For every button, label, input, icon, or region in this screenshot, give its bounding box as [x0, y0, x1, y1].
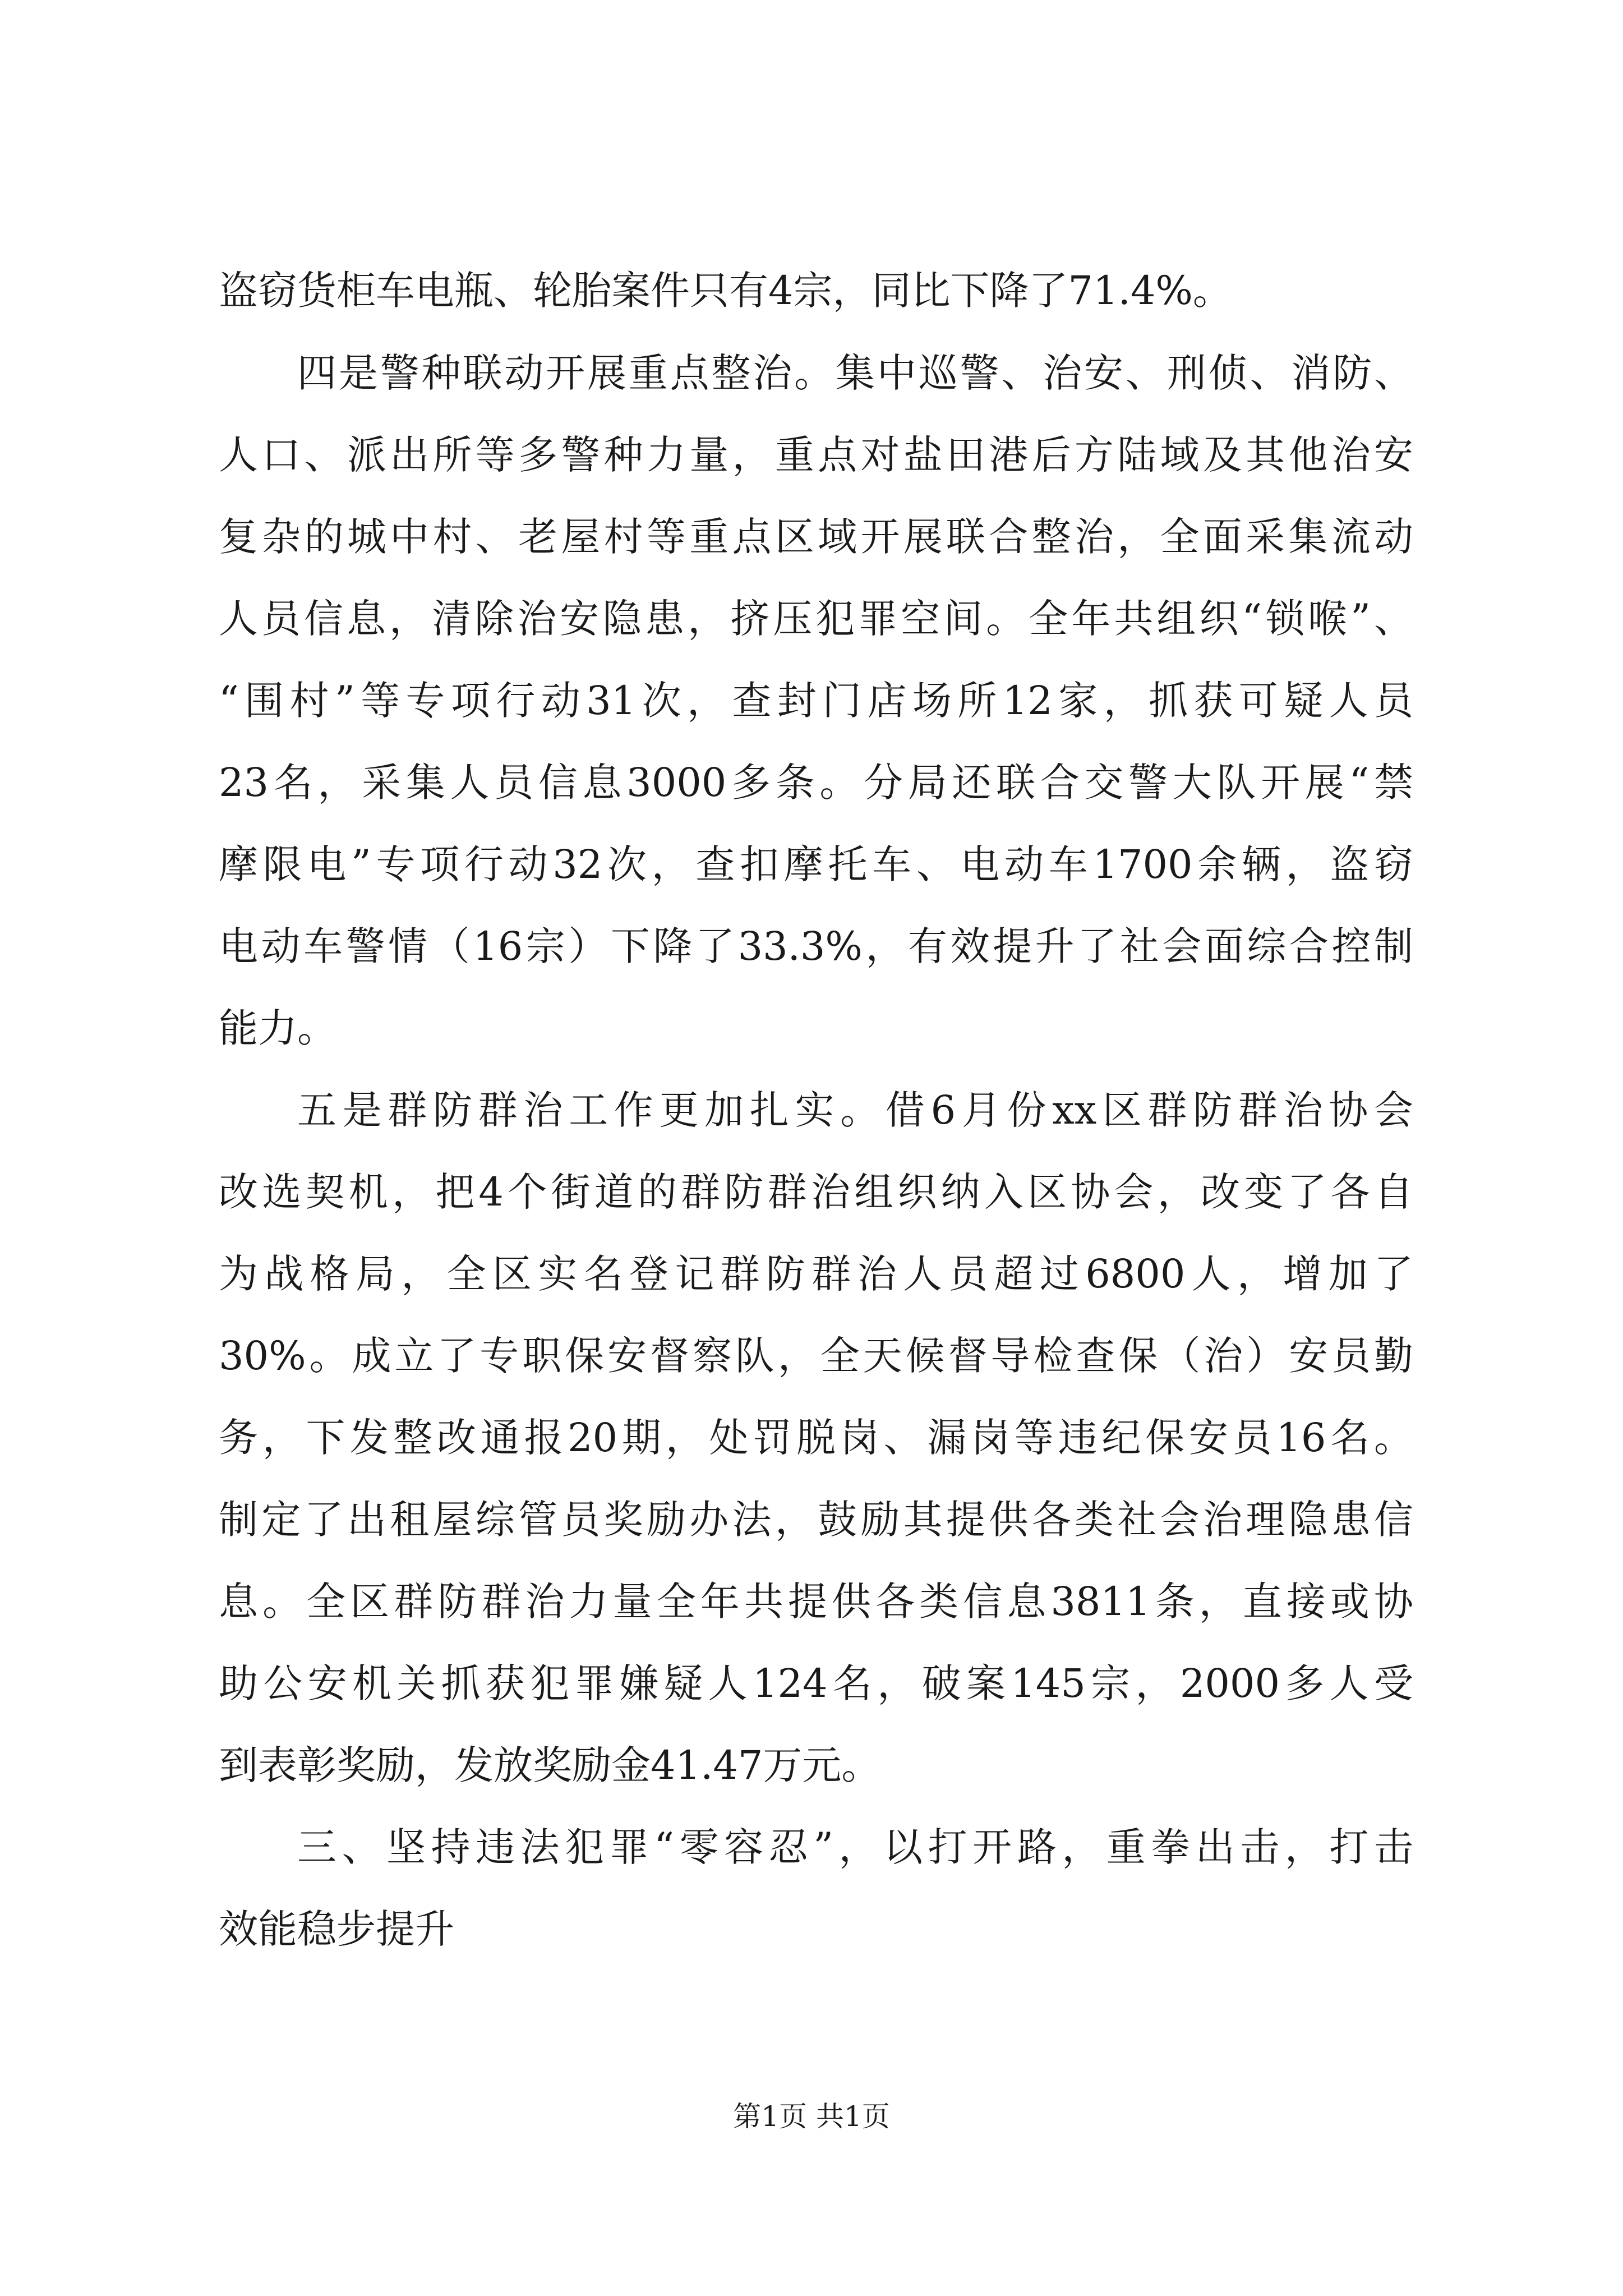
- section-heading-line: 三、坚持违法犯罪“零容忍”，以打开路，重拳出击，打击: [297, 1824, 1413, 1870]
- text-line: 摩限电”专项行动32次，查扣摩托车、电动车1700余辆，盗窃: [219, 841, 1413, 887]
- text-line: 助公安机关抓获犯罪嫌疑人124名，破案145宗，2000多人受: [219, 1660, 1413, 1706]
- text-line: 改选契机，把4个街道的群防群治组织纳入区协会，改变了各自: [219, 1169, 1413, 1215]
- text-line: 到表彰奖励，发放奖励金41.47万元。: [219, 1742, 881, 1788]
- text-line: 23名，采集人员信息3000多条。分局还联合交警大队开展“禁: [219, 760, 1413, 806]
- text-line: 息。全区群防群治力量全年共提供各类信息3811条，直接或协: [219, 1579, 1413, 1625]
- paragraph-first-line: 四是警种联动开展重点整治。集中巡警、治安、刑侦、消防、: [297, 350, 1413, 396]
- text-line: 电动车警情（16宗）下降了33.3%，有效提升了社会面综合控制: [219, 923, 1413, 969]
- paragraph-first-line: 五是群防群治工作更加扎实。借6月份xx区群防群治协会: [297, 1087, 1413, 1133]
- text-line: 制定了出租屋综管员奖励办法，鼓励其提供各类社会治理隐患信: [219, 1497, 1413, 1543]
- section-heading-line: 效能稳步提升: [219, 1906, 454, 1952]
- text-line: “围村”等专项行动31次，查封门店场所12家，抓获可疑人员: [219, 678, 1413, 724]
- text-line: 人员信息，清除治安隐患，挤压犯罪空间。全年共组织“锁喉”、: [219, 596, 1413, 642]
- text-line: 务，下发整改通报20期，处罚脱岗、漏岗等违纪保安员16名。: [219, 1415, 1413, 1461]
- text-line: 能力。: [219, 1005, 336, 1051]
- text-line: 为战格局，全区实名登记群防群治人员超过6800人，增加了: [219, 1251, 1413, 1297]
- text-line: 盗窃货柜车电瓶、轮胎案件只有4宗，同比下降了71.4%。: [219, 268, 1232, 314]
- text-line: 人口、派出所等多警种力量，重点对盐田港后方陆域及其他治安: [219, 432, 1413, 478]
- page-footer: 第1页 共1页: [733, 2100, 890, 2133]
- text-line: 复杂的城中村、老屋村等重点区域开展联合整治，全面采集流动: [219, 514, 1413, 560]
- text-line: 30%。成立了专职保安督察队，全天候督导检查保（治）安员勤: [219, 1333, 1413, 1379]
